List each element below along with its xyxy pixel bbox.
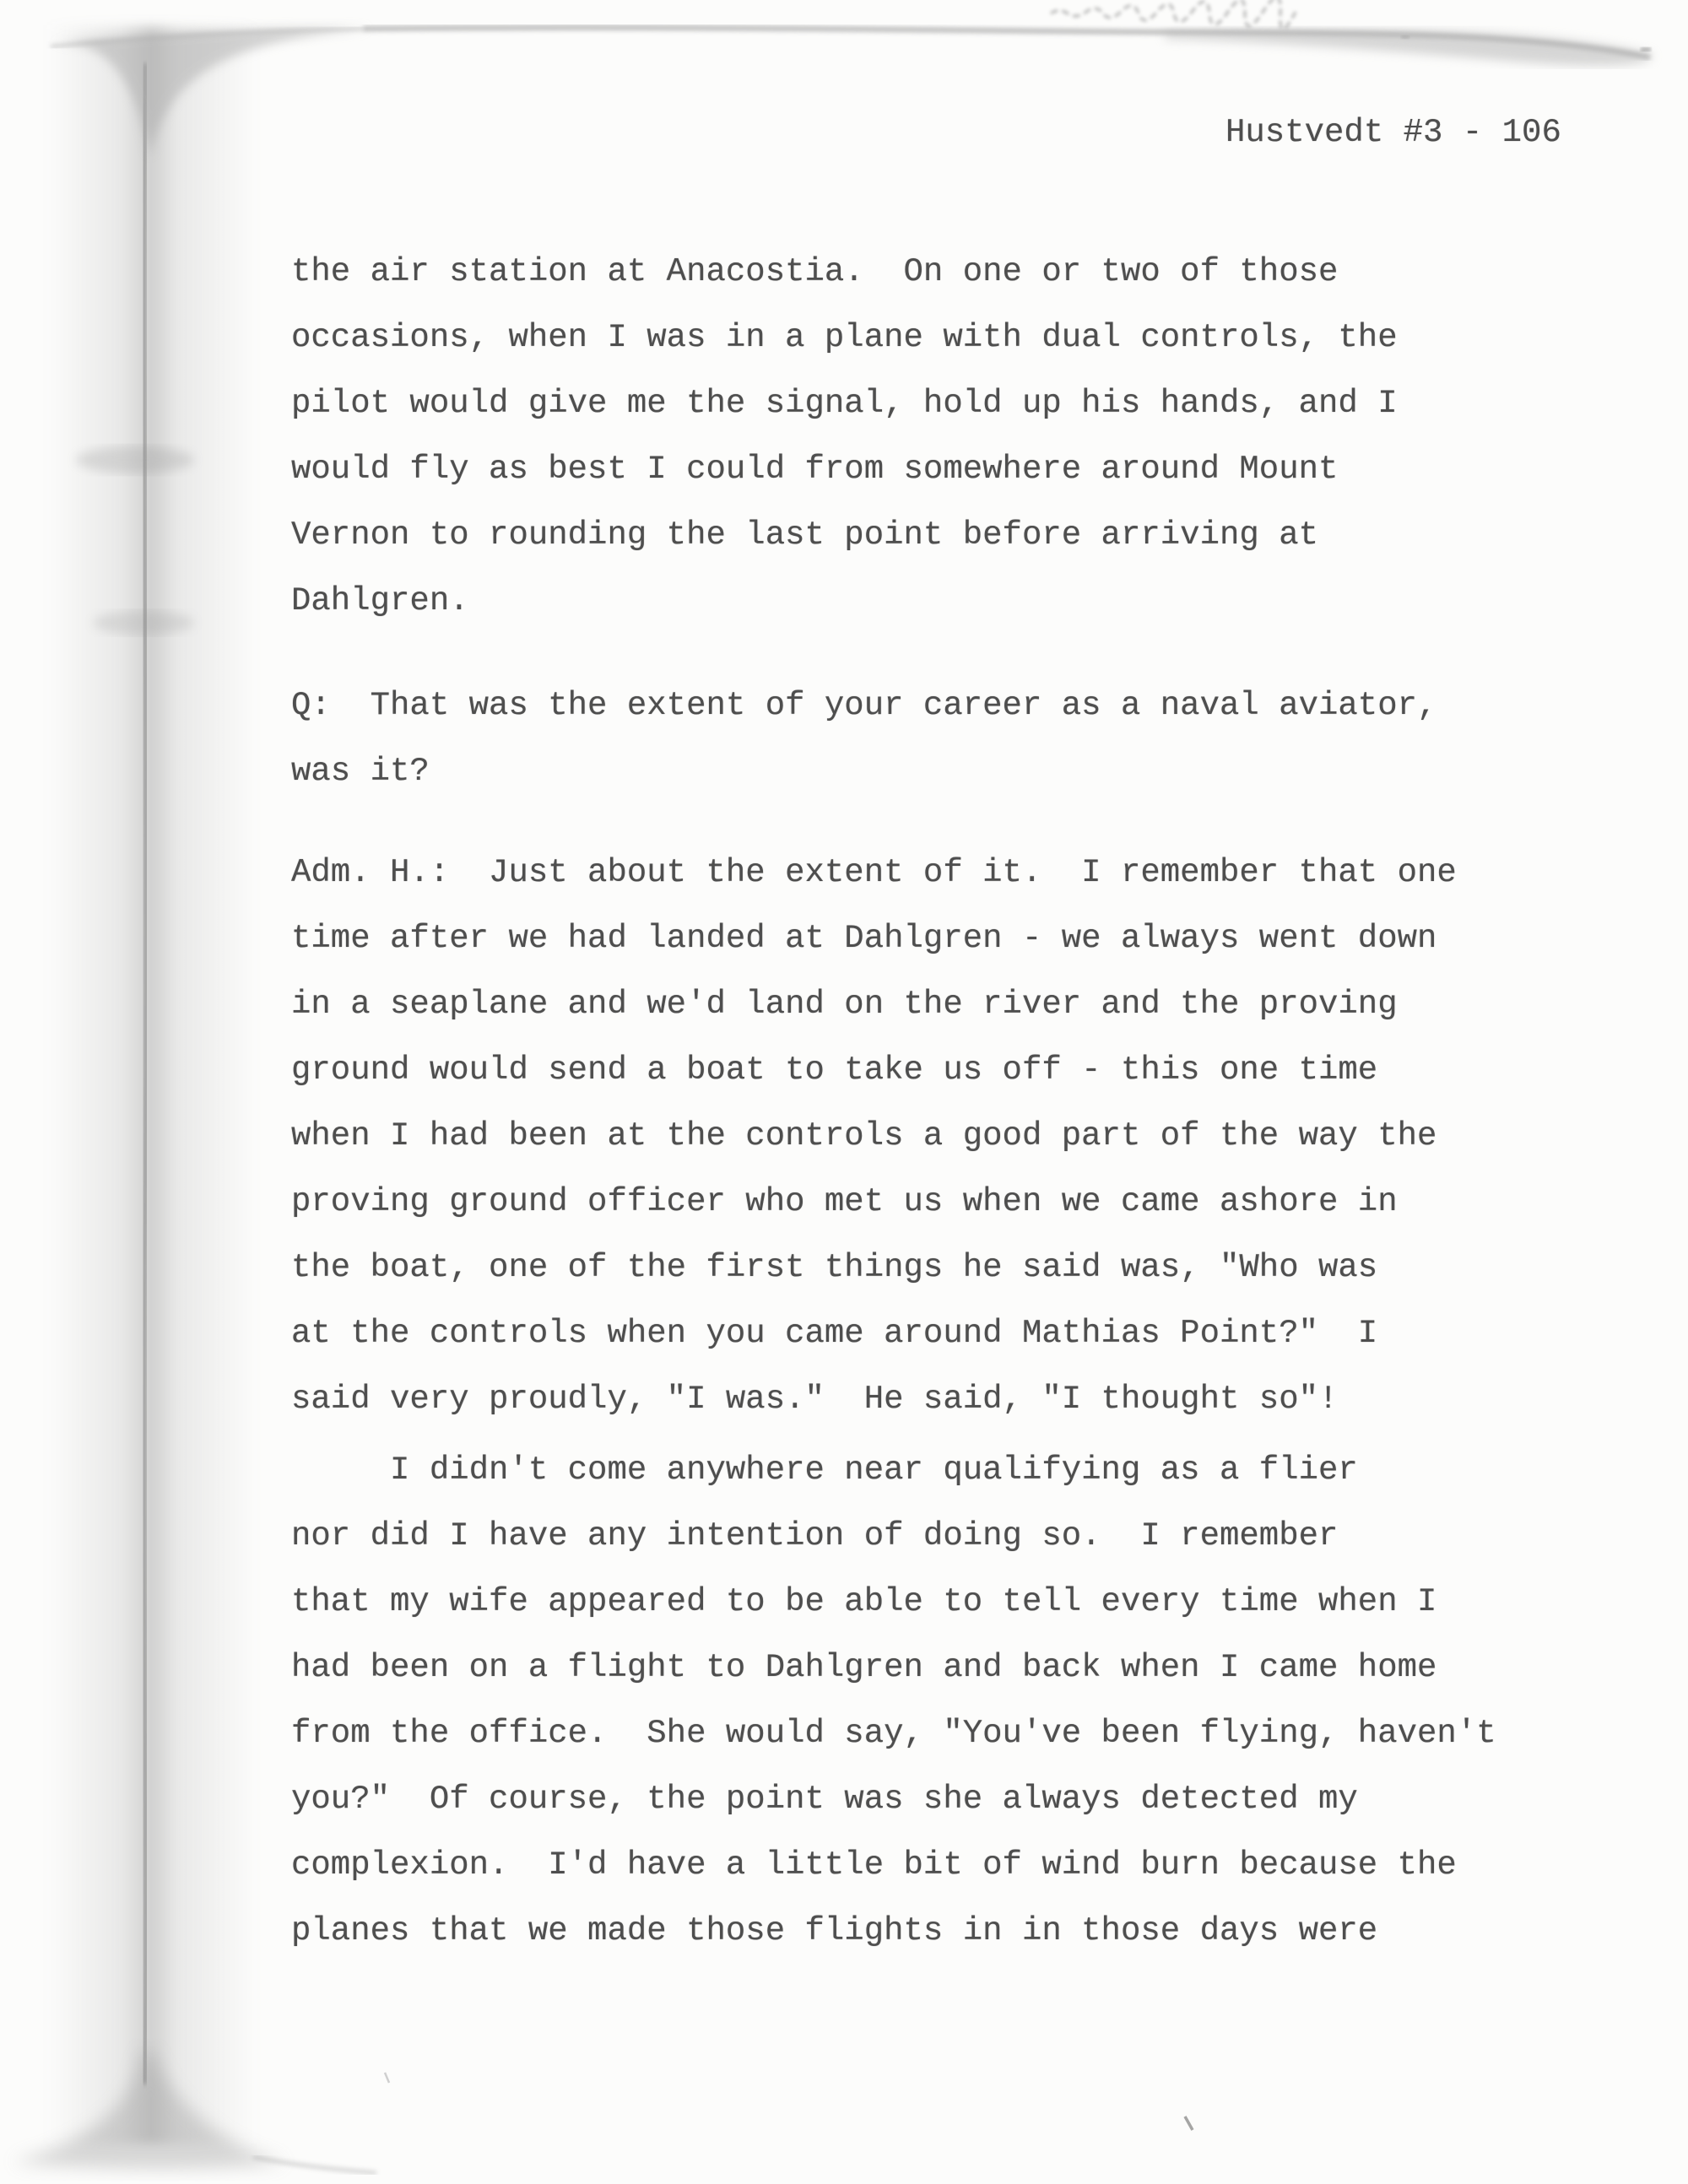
text-line: when I had been at the controls a good part of the way the xyxy=(291,1117,1437,1154)
text-line: nor did I have any intention of doing so. I remember xyxy=(291,1517,1339,1554)
stray-speck xyxy=(1401,35,1409,39)
text-line: Q: That was the extent of your career as a naval aviator, xyxy=(291,687,1437,724)
text-line: Adm. H.: Just about the extent of it. I remember that one xyxy=(291,854,1457,891)
text-line: had been on a flight to Dahlgren and back when I came home xyxy=(291,1649,1437,1686)
stray-mark xyxy=(1185,2116,1193,2130)
text-line: from the office. She would say, "You've been flying, haven't xyxy=(291,1715,1496,1752)
top-right-edge-wedge xyxy=(1165,30,1653,66)
paragraph xyxy=(291,1437,1496,1964)
paragraph xyxy=(291,239,1398,634)
binding-top-flare xyxy=(49,28,371,156)
text-line: was it? xyxy=(291,753,430,790)
text-line: that my wife appeared to be able to tell every time when I xyxy=(291,1583,1437,1620)
text-line: said very proudly, "I was." He said, "I thought so"! xyxy=(291,1381,1339,1418)
text-line: occasions, when I was in a plane with dual controls, the xyxy=(291,319,1398,356)
text-line: I didn't come anywhere near qualifying as a flier xyxy=(291,1451,1358,1489)
gutter-smudge xyxy=(76,446,194,473)
text-line: the boat, one of the first things he said was, "Who was xyxy=(291,1249,1378,1286)
stray-mark xyxy=(385,2073,389,2083)
top-edge-shadow-line xyxy=(363,28,1650,57)
paragraph-question xyxy=(291,673,1436,804)
binding-gutter-shadow xyxy=(46,25,257,2143)
text-line: the air station at Anacostia. On one or two of those xyxy=(291,253,1339,290)
text-line: time after we had landed at Dahlgren - we always went down xyxy=(291,920,1437,957)
text-line: proving ground officer who met us when we came ashore in xyxy=(291,1183,1398,1220)
text-line: in a seaplane and we'd land on the river and the proving xyxy=(291,986,1398,1023)
text-line: would fly as best I could from somewhere around Mount xyxy=(291,451,1339,488)
top-edge-scribble-marks xyxy=(1051,0,1296,29)
text-line: ground would send a boat to take us off - this one time xyxy=(291,1051,1378,1089)
text-line: Dahlgren. xyxy=(291,582,469,619)
text-line: Vernon to rounding the last point before arriving at xyxy=(291,516,1318,554)
gutter-smudge xyxy=(93,611,194,635)
stray-speck xyxy=(1641,47,1651,51)
top-edge-shadow-left xyxy=(51,29,363,46)
paragraph-answer xyxy=(291,840,1457,1432)
text-line: you?" Of course, the point was she always detected my xyxy=(291,1781,1358,1818)
binding-bottom-flare xyxy=(12,2051,287,2169)
text-line: pilot would give me the signal, hold up his hands, and I xyxy=(291,385,1398,422)
page-number: Hustvedt #3 - 106 xyxy=(1225,114,1561,151)
text-line: planes that we made those flights in in those days were xyxy=(291,1912,1378,1949)
binding-gutter-core xyxy=(143,63,146,2084)
text-line: complexion. I'd have a little bit of wind burn because the xyxy=(291,1846,1457,1884)
binding-bottom-tail xyxy=(253,2157,376,2173)
text-line: at the controls when you came around Mathias Point?" I xyxy=(291,1315,1378,1352)
